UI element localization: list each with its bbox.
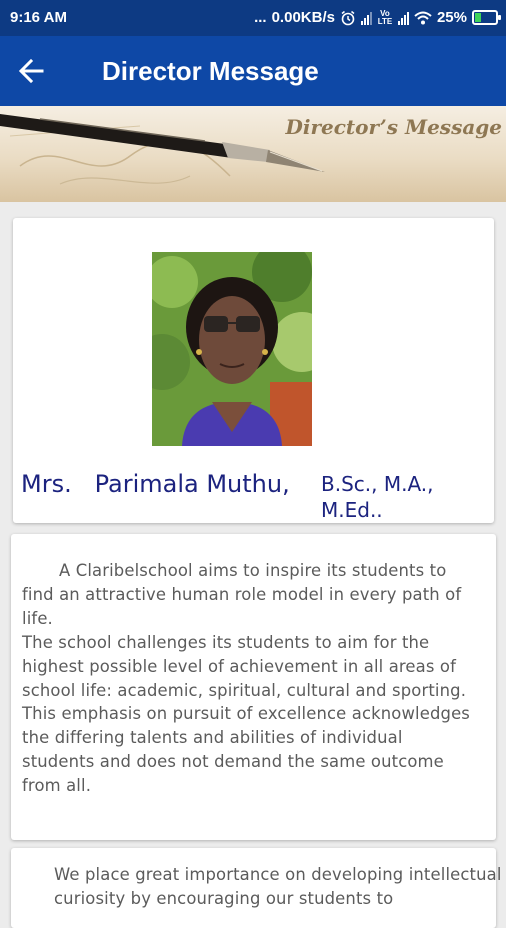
profile-card: [13, 218, 494, 523]
volte-label: Vo LTE: [377, 8, 393, 26]
message-card-2: [11, 848, 502, 928]
battery-icon: [472, 10, 498, 25]
status-icons: [254, 9, 498, 26]
message-card: [11, 534, 496, 840]
signal-icon-2: [398, 11, 409, 25]
message-paragraph-2: The school challenges its students to aim for the highest possible level of achievement in all areas of school life: academic, spiritual, cultural and sporting. This emphasis on pursuit of excellence acknowledges the differing talents and abilities of individual students and does not demand the same outcome from all.: [22, 632, 470, 796]
back-button[interactable]: [18, 55, 58, 87]
status-dots: ...: [254, 9, 267, 26]
battery-percent: 25%: [436, 9, 467, 26]
wifi-icon: [414, 11, 432, 25]
banner-image: [0, 106, 506, 202]
banner-title: Director’s Message: [285, 115, 502, 139]
message-paragraph-1: A Claribelschool aims to inspire its students to find an attractive human role model in every path of life.: [22, 561, 462, 628]
app-bar: [0, 36, 506, 106]
message-paragraph-3: We place great importance on developing intellectual curiosity by encouraging our students to: [54, 865, 502, 908]
portrait-image: [152, 252, 312, 446]
message-text: [22, 559, 477, 798]
status-time: 9:16 AM: [10, 9, 67, 26]
network-speed: 0.00KB/s: [271, 9, 335, 26]
director-photo: [152, 252, 312, 446]
director-qualifications: B.Sc., M.A., M.Ed..: [321, 472, 434, 522]
signal-icon: [361, 11, 372, 25]
alarm-icon: [340, 10, 356, 26]
page-title: Director Message: [102, 56, 319, 86]
arrow-left-icon: [18, 58, 44, 84]
status-bar: [0, 0, 506, 36]
director-name: Mrs. Parimala Muthu,: [21, 470, 290, 498]
